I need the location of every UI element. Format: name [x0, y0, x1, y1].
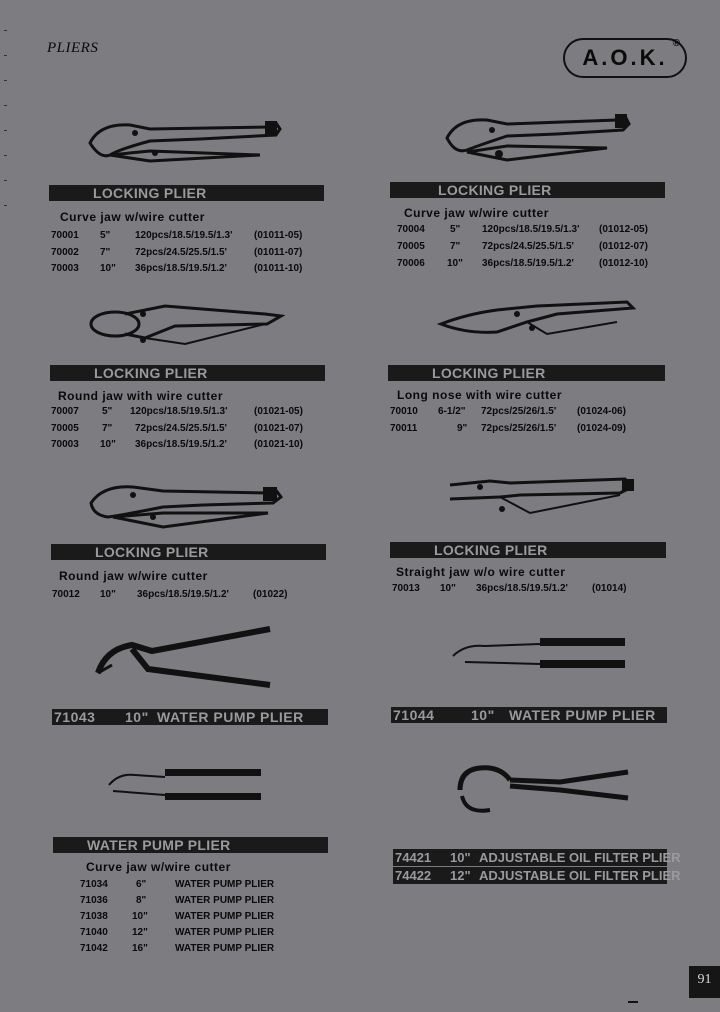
item-name: WATER PUMP PLIER [509, 707, 656, 723]
item-code: 70002 [51, 247, 79, 258]
item-code: 70007 [51, 406, 79, 417]
item-size: 8" [136, 895, 147, 906]
item-code: 71038 [80, 911, 108, 922]
table-row [0, 893, 360, 909]
block-subtitle: Long nose with wire cutter [397, 388, 563, 402]
table-row [0, 581, 700, 597]
item-size: 10" [447, 258, 463, 269]
item-ref: (01021-05) [254, 406, 303, 417]
item-code: 71040 [80, 927, 108, 938]
margin-tick [4, 205, 7, 206]
table-row [0, 925, 360, 941]
item-ref: (01024-09) [577, 423, 626, 434]
item-ref: (01012-10) [599, 258, 648, 269]
item-code: 70006 [397, 258, 425, 269]
curve-jaw-water-pump-plier-image [105, 765, 265, 805]
item-code: 70010 [390, 406, 418, 417]
long-nose-locking-plier-image [437, 292, 637, 344]
item-code: 70005 [397, 241, 425, 252]
item-size: 16" [132, 943, 148, 954]
item-name: WATER PUMP PLIER [157, 709, 304, 725]
item-size: 7" [450, 241, 461, 252]
water-pump-plier-image-71043 [92, 625, 277, 695]
margin-tick [4, 180, 7, 181]
item-packing: 72pcs/24.5/25.5/1.5' [482, 241, 574, 252]
table-row [0, 941, 360, 957]
item-packing: 120pcs/18.5/19.5/1.3' [482, 224, 580, 235]
block-title-bar: LOCKING PLIER [49, 185, 324, 201]
item-code: 70003 [51, 263, 79, 274]
item-packing: 36pcs/18.5/19.5/1.2' [135, 439, 227, 450]
item-code: 70001 [51, 230, 79, 241]
item-size: 12" [450, 868, 471, 883]
table-row [0, 222, 700, 238]
item-code: 71044 [393, 707, 435, 723]
item-code: 74422 [395, 868, 432, 883]
block-subtitle: Round jaw with wire cutter [58, 389, 224, 403]
item-size: 10" [440, 583, 456, 594]
table-row [0, 421, 700, 437]
item-size: 5" [450, 224, 461, 235]
block-title-bar: LOCKING PLIER [388, 365, 665, 381]
block-title-bar: WATER PUMP PLIER [53, 837, 328, 853]
brand-name: A.O.K. [582, 45, 668, 70]
block-subtitle: Curve jaw w/wire cutter [86, 860, 231, 874]
round-jaw-locking-plier-image [85, 292, 285, 354]
water-pump-bar-71044 [391, 707, 667, 723]
margin-tick [4, 130, 7, 131]
item-size: 10" [471, 707, 495, 723]
item-size: 10" [125, 709, 149, 725]
table-row [0, 256, 700, 272]
margin-tick [4, 80, 7, 81]
item-packing: 36pcs/18.5/19.5/1.2' [137, 589, 229, 600]
item-packing: 72pcs/25/26/1.5' [481, 406, 557, 417]
item-packing: 72pcs/24.5/25.5/1.5' [135, 423, 227, 434]
item-size: 6" [136, 879, 147, 890]
block-title-bar: LOCKING PLIER [390, 182, 665, 198]
item-name: ADJUSTABLE OIL FILTER PLIER [479, 868, 681, 883]
oil-filter-plier-image [440, 760, 635, 820]
block-subtitle: Curve jaw w/wire cutter [60, 210, 205, 224]
item-name: WATER PUMP PLIER [175, 927, 275, 938]
item-ref: (01024-06) [577, 406, 626, 417]
block-subtitle: Curve jaw w/wire cutter [404, 206, 549, 220]
item-name: WATER PUMP PLIER [175, 911, 275, 922]
item-size: 9" [457, 423, 468, 434]
margin-tick [4, 105, 7, 106]
footer-mark [628, 1001, 638, 1003]
item-size: 10" [132, 911, 148, 922]
item-name: WATER PUMP PLIER [175, 943, 275, 954]
section-title: PLIERS [47, 40, 99, 56]
item-code: 71042 [80, 943, 108, 954]
item-code: 70013 [392, 583, 420, 594]
item-packing: 36pcs/18.5/19.5/1.2' [135, 263, 227, 274]
item-code: 70011 [390, 423, 418, 434]
item-code: 71034 [80, 879, 108, 890]
margin-tick [4, 55, 7, 56]
item-code: 70004 [397, 224, 425, 235]
item-packing: 72pcs/24.5/25.5/1.5' [135, 247, 227, 258]
item-code: 74421 [395, 850, 432, 865]
item-ref: (01014) [592, 583, 627, 594]
item-code: 70012 [52, 589, 80, 600]
item-packing: 120pcs/18.5/19.5/1.3' [130, 406, 228, 417]
item-ref: (01012-05) [599, 224, 648, 235]
block-title-bar: LOCKING PLIER [51, 544, 326, 560]
item-ref: (01012-07) [599, 241, 648, 252]
table-row [0, 437, 360, 453]
item-packing: 36pcs/18.5/19.5/1.2' [482, 258, 574, 269]
item-size: 12" [132, 927, 148, 938]
margin-tick [4, 30, 7, 31]
item-size: 10" [100, 589, 116, 600]
block-title-bar: LOCKING PLIER [50, 365, 325, 381]
round-jaw-locking-plier-image-2 [83, 475, 288, 535]
item-ref: (01021-10) [254, 439, 303, 450]
item-name: WATER PUMP PLIER [175, 895, 275, 906]
margin-tick [4, 155, 7, 156]
oil-filter-row [393, 867, 681, 884]
item-ref: (01011-10) [254, 263, 303, 274]
item-ref: (01011-07) [254, 247, 303, 258]
item-name: WATER PUMP PLIER [175, 879, 275, 890]
block-subtitle: Straight jaw w/o wire cutter [396, 565, 566, 579]
item-code: 70005 [51, 423, 79, 434]
water-pump-bar-71043 [52, 709, 328, 725]
straight-jaw-locking-plier-image [440, 465, 640, 527]
oil-filter-row [393, 849, 681, 866]
curve-jaw-locking-plier-image [80, 115, 285, 175]
item-code: 71036 [80, 895, 108, 906]
block-subtitle: Round jaw w/wire cutter [59, 569, 208, 583]
item-size: 7" [100, 247, 111, 258]
item-size: 5" [102, 406, 113, 417]
trademark-symbol: ® [672, 38, 683, 49]
item-ref: (01022) [253, 589, 288, 600]
curve-jaw-locking-plier-image-2 [437, 110, 637, 172]
item-size: 10" [100, 263, 116, 274]
item-packing: 72pcs/25/26/1.5' [481, 423, 557, 434]
item-code: 71043 [54, 709, 96, 725]
water-pump-plier-image-71044 [445, 630, 630, 675]
item-code: 70003 [51, 439, 79, 450]
item-size: 7" [102, 423, 113, 434]
brand-logo [563, 38, 687, 78]
table-row [0, 239, 700, 255]
item-ref: (01011-05) [254, 230, 303, 241]
page-number: 91 [689, 966, 720, 998]
block-title-bar: LOCKING PLIER [390, 542, 666, 558]
table-row [0, 877, 360, 893]
table-row [0, 909, 360, 925]
item-packing: 36pcs/18.5/19.5/1.2' [476, 583, 568, 594]
item-packing: 120pcs/18.5/19.5/1.3' [135, 230, 233, 241]
table-row [0, 404, 700, 420]
item-size: 10" [450, 850, 471, 865]
item-size: 10" [100, 439, 116, 450]
item-ref: (01021-07) [254, 423, 303, 434]
item-name: ADJUSTABLE OIL FILTER PLIER [479, 850, 681, 865]
item-size: 5" [100, 230, 111, 241]
item-size: 6-1/2" [438, 406, 466, 417]
